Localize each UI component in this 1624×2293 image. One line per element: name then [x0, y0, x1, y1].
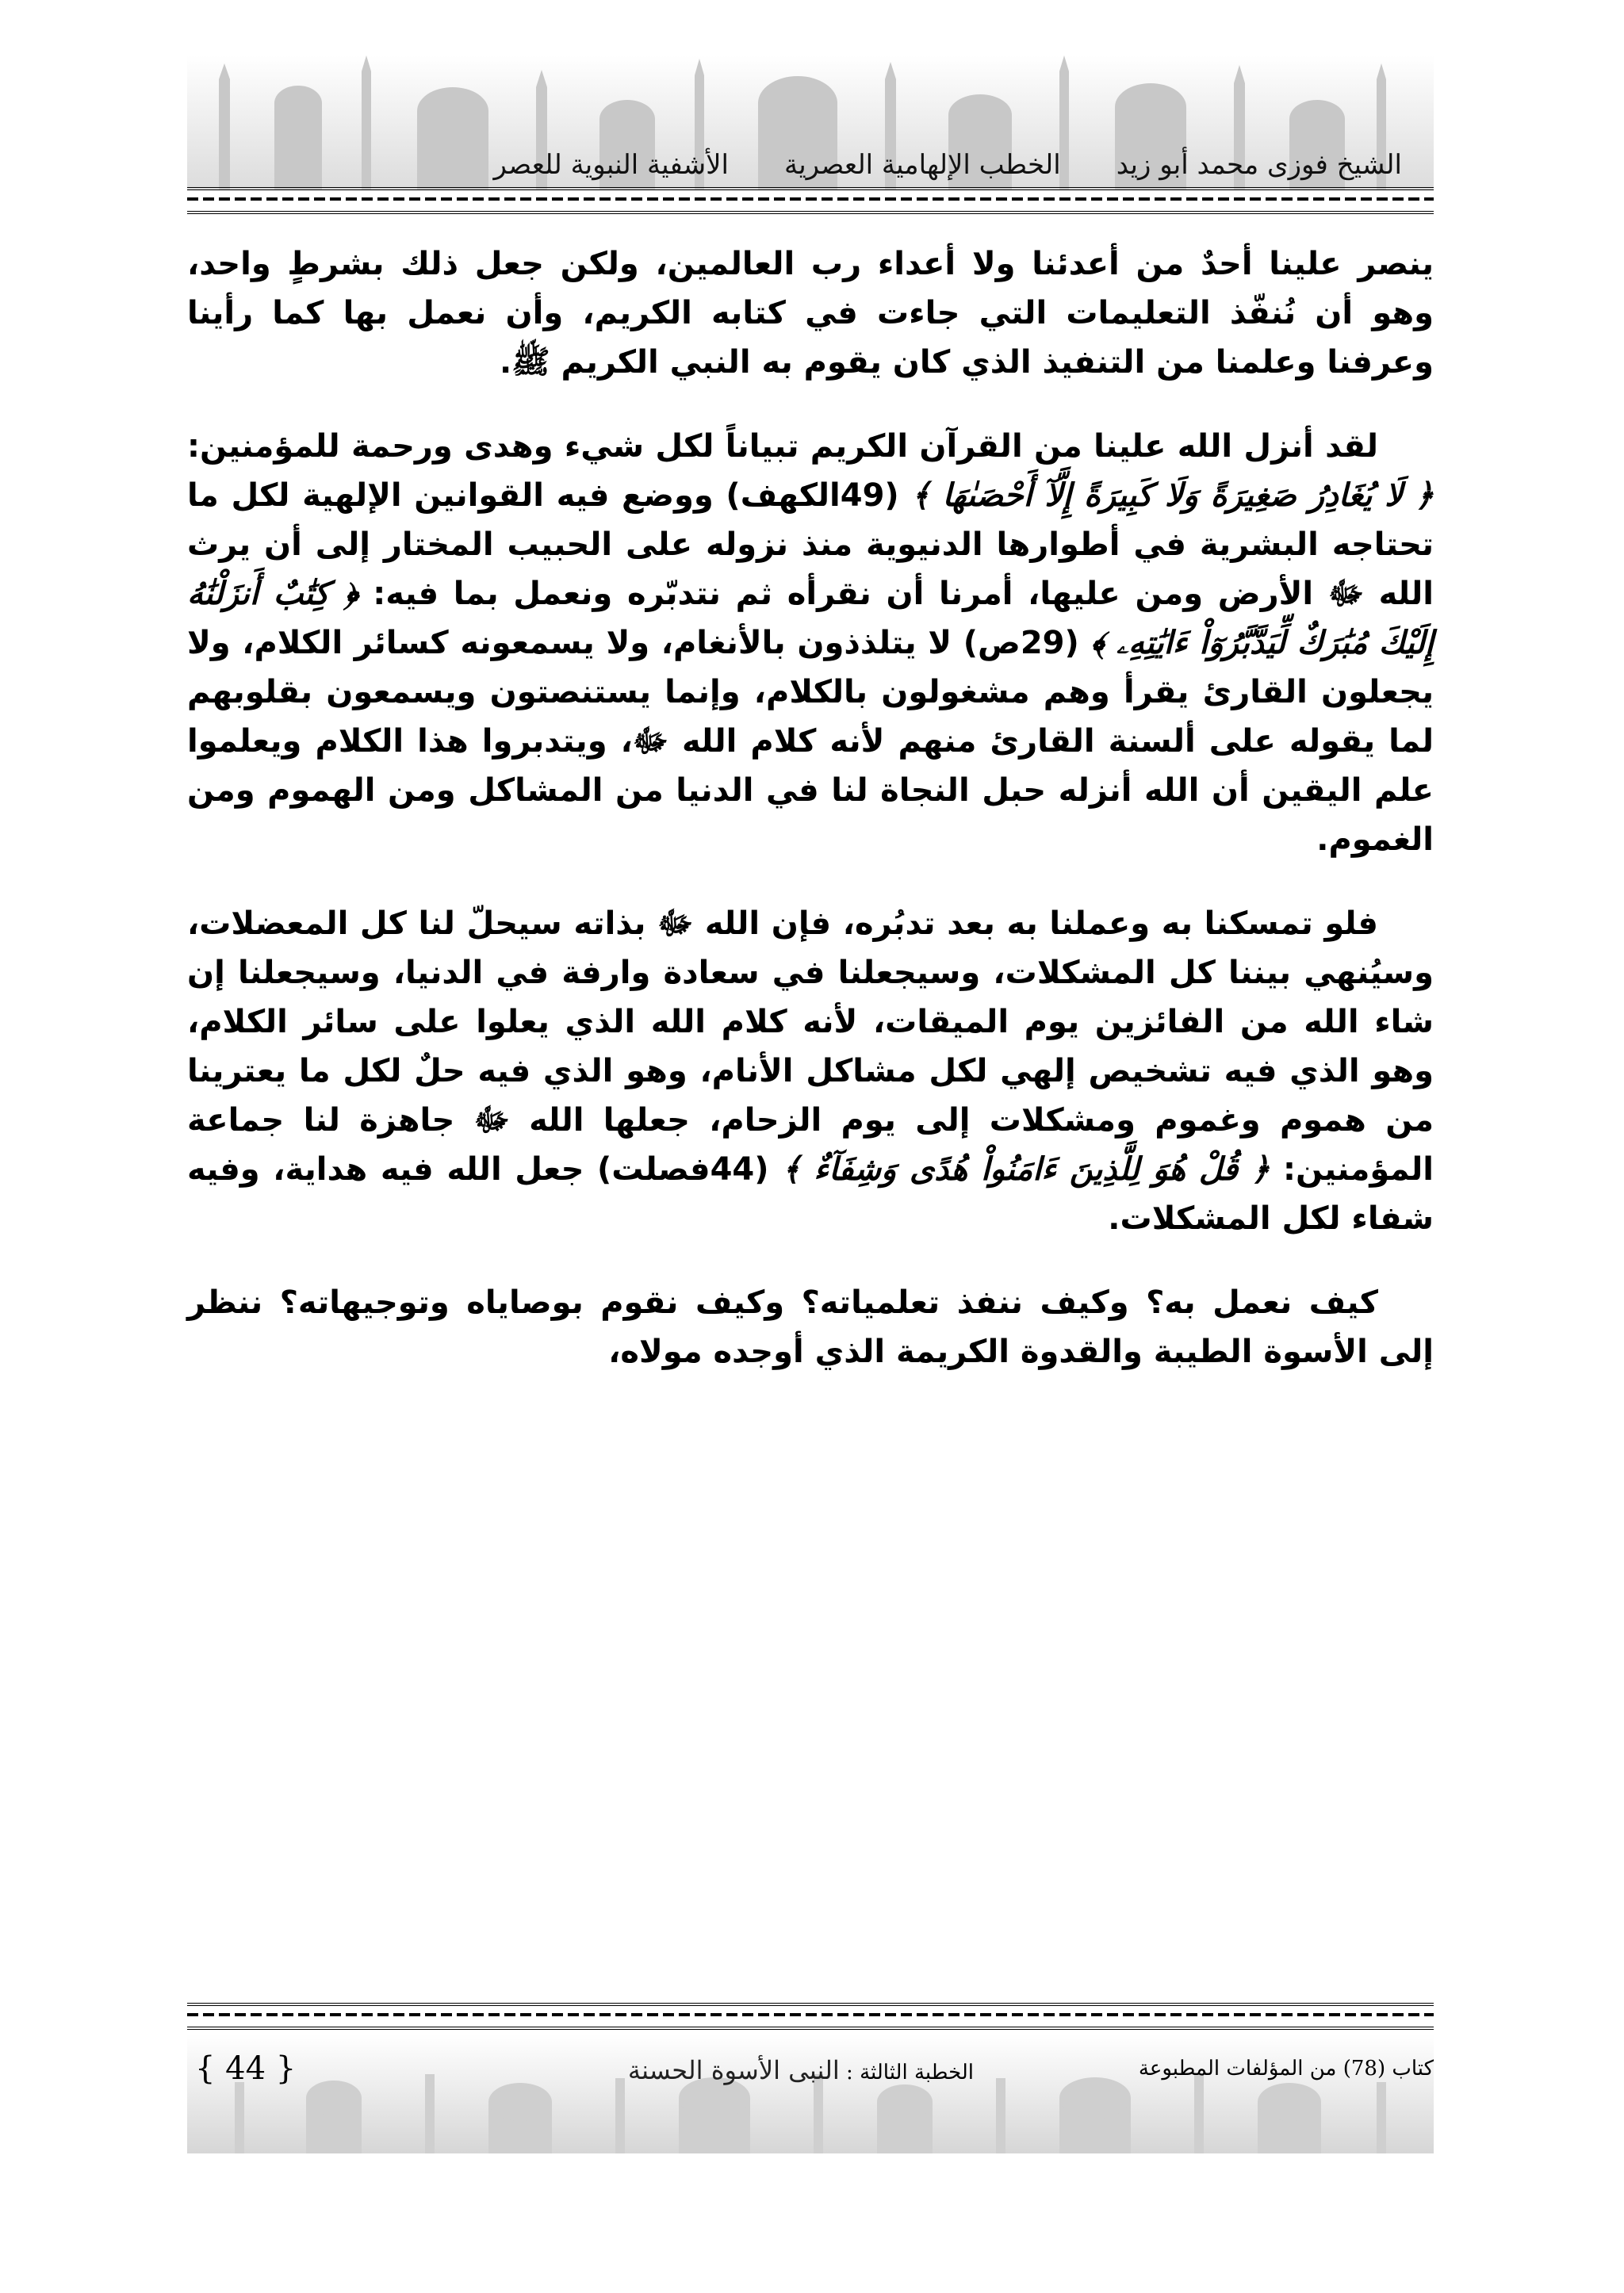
paragraph-2-text-a: لقد أنزل الله علينا من القرآن الكريم تبياناً لكل شيء وهدى ورحمة للمؤمنين:	[187, 428, 1378, 465]
quran-verse-fussilat: ﴿ قُلْ هُوَ لِلَّذِينَ ءَامَنُواْ هُدًى وَشِفَآءٌ ﴾	[782, 1150, 1270, 1188]
quran-verse-sad: ﴿ كِتَٰبٌ أَنزَلْنَٰهُ إِلَيْكَ مُبَٰرَكٌ لِّيَدَّبَّرُوٓاْ ءَايَٰتِهِۦ ﴾	[187, 575, 1434, 661]
page-header	[187, 56, 1434, 214]
page-footer	[187, 2003, 1434, 2161]
header-author: الشيخ فوزى محمد أبو زيد	[1116, 149, 1402, 181]
paragraph-2-text-c: (29ص) لا يتلذذون بالأنغام، ولا يسمعونه كسائر الكلام، ولا يجعلون القارئ يقرأ وهم مشغولون بالكلام، وإنما يستنصتون ويسمعون بقلوبهم لما يقوله على ألسنة القارئ منهم لأنه كلام الله ﷻ، ويتدبروا هذا الكلام ويعلموا علم اليقين أن الله أنزله حبل النجاة لنا في الدنيا من المشاكل ومن الهموم ومن الغموم.	[187, 625, 1434, 858]
body-text	[187, 239, 1434, 1411]
header-series: الخطب الإلهامية العصرية	[783, 149, 1061, 181]
running-header	[306, 149, 1402, 181]
footer-sermon	[628, 2055, 974, 2085]
footer-text-line	[187, 2050, 1434, 2090]
page-number: { 44 }	[195, 2050, 297, 2087]
header-divider	[187, 187, 1434, 214]
paragraph-3	[187, 899, 1434, 1243]
paragraph-2	[187, 422, 1434, 864]
paragraph-4: كيف نعمل به؟ وكيف ننفذ تعلمياته؟ وكيف نقوم بوصاياه وتوجيهاته؟ ننظر إلى الأسوة الطيبة والقدوة الكريمة الذي أوجده مولاه،	[187, 1284, 1434, 1370]
footer-sermon-title: النبى الأسوة الحسنة	[627, 2055, 840, 2085]
footer-sermon-label: الخطبة الثالثة :	[846, 2061, 974, 2084]
paragraph-3-text-b: (44فصلت) جعل الله فيه هداية، وفيه شفاء لكل المشكلات.	[187, 1151, 1434, 1237]
footer-book-number: كتاب (78) من المؤلفات المطبوعة	[1138, 2057, 1434, 2081]
footer-divider	[187, 2003, 1434, 2030]
paragraph-3-text-a: فلو تمسكنا به وعملنا به بعد تدبُره، فإن الله ﷻ بذاته سيحلّ لنا كل المعضلات، وسيُنهي بيننا كل المشكلات، وسيجعلنا في سعادة وارفة في الدنيا، وسيجعلنا إن شاء الله من الفائزين يوم الميقات، لأنه كلام الله الذي يعلوا على سائر الكلام، وهو الذي فيه تشخيص إلهي لكل مشاكل الأنام، وهو الذي فيه حلٌ لكل ما يعترينا من هموم وغموم ومشكلات إلى يوم الزحام، جعلها الله ﷻ جاهزة لنا جماعة المؤمنين:	[187, 905, 1434, 1188]
paragraph-1: ينصر علينا أحدٌ من أعدئنا ولا أعداء رب العالمين، ولكن جعل ذلك بشرطٍ واحد، وهو أن نُنفّذ التعليمات التي جاءت في كتابه الكريم، وأن نعمل بها كما رأينا وعرفنا وعلمنا من التنفيذ الذي كان يقوم به النبي الكريم ﷺ.	[187, 246, 1434, 381]
paragraph-2-text-b: (49الكهف) ووضع فيه القوانين الإلهية لكل ما تحتاجه البشرية في أطوارها الدنيوية منذ نزوله على الحبيب المختار إلى أن يرث الله ﷻ الأرض ومن عليها، أمرنا أن نقرأه ثم نتدبّره ونعمل بما فيه:	[187, 477, 1434, 612]
quran-verse-kahf: ﴿ لَا يُغَادِرُ صَغِيرَةً وَلَا كَبِيرَةً إِلَّآ أَحْصَىٰهَا ﴾	[911, 477, 1434, 514]
header-book-title: الأشفية النبوية للعصر	[493, 149, 729, 181]
